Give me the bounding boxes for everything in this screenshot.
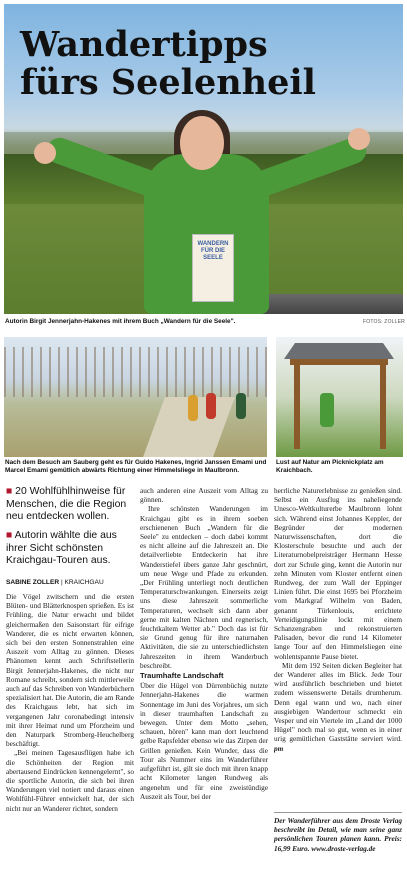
bullet-square-icon: ■ bbox=[6, 486, 16, 497]
subheading: Traumhafte Landschaft bbox=[140, 671, 224, 681]
lead-bullet-2 bbox=[6, 530, 134, 568]
article-column-3 bbox=[274, 486, 402, 806]
photo-credit: FOTOS: ZOLLER bbox=[363, 319, 405, 325]
woman-left-hand bbox=[34, 142, 56, 164]
shelter-post-right bbox=[380, 359, 386, 449]
col3-paragraph-2 bbox=[274, 661, 402, 753]
article-column-1 bbox=[6, 592, 134, 888]
vineyard-photo bbox=[4, 337, 267, 457]
shelter-beam bbox=[290, 359, 388, 365]
col3-paragraph-1: herrliche Naturerlebnisse zu genießen sind. Selbst ein Ausflug ins naheliegende Unesco-Weltkulturerbe Maulbronn lohnt sich. Während einst Johannes Keppler, der Begründer der modernen Naturwissenschaften, dort die Klosterschule besuchte und auch der Literaturnobelpreisträger Hermann Hesse dort zur Schule ging, kennt die Autorin nur zehn Minuten vom Kloster entfernt einen Rundweg, der zum Wall der Eppinger Linien führt. Die einst 1695 bei Pforzheim vom Markgraf Wilhelm von Baden, genannt Türkenlouis, errichtete Verteidigungslinie lockt mit einem Schanzengraben und rekonstruierten Palisaden, bevor die rund 14 Kilometer lange Tour auf den Himmelsliegen eine wohlentspannte Pause bietet. bbox=[274, 486, 402, 661]
woman-face bbox=[180, 116, 224, 170]
byline-divider: | bbox=[59, 579, 65, 586]
col1-paragraph-1: Die Vögel zwitschern und die ersten Blüten- und Blätterknospen sprießen. Es ist Frühling, die Natur erwacht und bildet gleichermaßen den Saisonstart für eifrige Wanderer, die es nicht erwarten können, sich bei den ersten Sonnenstrahlen eine Auszeit vom Alltag zu gönnen. Dieses Phänomen kennt auch Schriftstellerin Birgit Jennerjahn-Hakenes, die nicht nur Romane schreibt, sondern sich mittlerweile auch auf das Schreiben von Wanderbüchern spezialisiert hat. Die Autorin, die am Rande des Kraichgaus lebt, hat sich im vergangenen Jahr coronabedingt intensiv mit ihrer Heimat rund um Pforzheim und den Naturpark Stromberg-Heuchelberg beschäftigt. bbox=[6, 592, 134, 749]
hiker-3 bbox=[236, 393, 246, 419]
byline-author: SABINE ZOLLER bbox=[6, 579, 60, 586]
lead-bullet-1 bbox=[6, 486, 134, 524]
hiker-1 bbox=[188, 395, 198, 421]
info-divider bbox=[274, 812, 402, 813]
picnic-shelter-photo bbox=[276, 337, 403, 457]
col3-paragraph-2-text: Mit dem 192 Seiten dicken Begleiter hat der Wanderer alles im Blick. Jede Tour wird ausführlich beschrieben und bietet zudem wissenswerte Details drumherum. Denn egal wann und wo, nach einer ausgiebigen Wandertour schmeckt ein Vesper und ein Viertele im „Land der 1000 Hügel" noch mal so gut, wenn es in einer urig gemütlichen Gaststätte serviert wird. bbox=[274, 660, 402, 744]
headline-line2: fürs Seelenheil bbox=[20, 62, 316, 103]
headline-line1: Wandertipps bbox=[20, 24, 268, 65]
hiker-2 bbox=[206, 393, 216, 419]
col2-paragraph-1: auch anderen eine Auszeit vom Alltag zu gönnen. bbox=[140, 486, 268, 505]
lead-bullet-2-text: Autorin wählte die aus ihrer Sicht schönsten Kraichgau-Touren aus. bbox=[6, 530, 117, 567]
book-cover: WANDERN FÜR DIE SEELE bbox=[192, 234, 234, 302]
woman-right-hand bbox=[348, 128, 370, 150]
signature: pm bbox=[274, 743, 284, 753]
col1-paragraph-2: „Bei meinen Tagesausflügen habe ich die Schönheiten der Region mit abertausend Eindrücken kennengelernt", so die sportliche Autorin, die sich bei ihren Wanderungen viel notiert und daraus einen Wohlfühl-Führer entwickelt hat, der sich nicht nur an Wanderer richtet, sondern bbox=[6, 748, 134, 813]
hero-photo bbox=[4, 4, 403, 314]
vineyard-caption: Nach dem Besuch am Sauberg geht es für Guido Hakenes, Ingrid Janssen Emami und Marcel Emami gemütlich abwärts Richtung einer Himmelsliege in Maulbronn. bbox=[5, 459, 267, 474]
article-column-2 bbox=[140, 486, 268, 888]
lead-bullet-1-text: 20 Wohlfühlhinweise für Menschen, die die Region neu entdecken wollen. bbox=[6, 486, 127, 523]
byline bbox=[6, 579, 104, 586]
col2-paragraph-2: Ihre schönsten Wanderungen im Kraichgau gibt es in ihrem soeben erschienenen Buch „Wandern für die Seele" zu entdecken – doch dabei kommt es nicht alleine auf die Jahreszeit an. Die detailverliebte Entdeckerin hat ihre Wanderstiefel übers ganze Jahr geschnürt, um neue Wege und Pfade zu erkunden. „Der Frühling unterliegt noch deutlichen Temperaturschwankungen. Einerseits zeigt uns diese Jahreszeit sommerliche Temperaturen, wechselt sich dann aber gerne mit kalten Nächten und regnerisch, feuchtkaltem Wetter ab." Doch das ist für sie Grund genug für ihre naturnahen Aktivitäten, die sie zu unterschiedlichsten Jahreszeiten in ihrem Wanderbuch beschreibt. bbox=[140, 504, 268, 670]
col2-paragraph-3: Über die Hügel von Dürrenbüchig nutzte Jennerjahn-Hakenes die warmen Sonnentage im Juni des Vorjahres, um sich in dieser traumhaften Landschaft zu bewegen. Unter dem Motto „sehen, schauen, hören" kann man dort leuchtend gelbe Rapsfelder ebenso wie das Zirpen der Grillen genießen. Kein Wunder, dass die Tour als Nummer eins im Wanderführer aufgeführt ist, gilt sie doch mit ihren knapp acht Kilometer langen Rundweg als angenehm und für eine zweistündige Auszeit als Tour, bei der bbox=[140, 681, 268, 801]
book-info-box: Der Wanderführer aus dem Droste Verlag beschreibt im Detail, wie man seine ganz persönlichen Touren planen kann. Preis: 16,99 Euro. www.droste-verlag.de bbox=[274, 816, 402, 853]
woman-at-shelter bbox=[320, 393, 334, 427]
byline-place: KRAICHGAU bbox=[64, 579, 104, 586]
hero-caption: Autorin Birgit Jennerjahn-Hakenes mit ihrem Buch „Wandern für die Seele". bbox=[5, 318, 236, 325]
bullet-square-icon: ■ bbox=[6, 530, 15, 541]
shelter-roof bbox=[284, 343, 394, 359]
bare-trees bbox=[4, 347, 267, 397]
shelter-post-left bbox=[294, 359, 300, 449]
picnic-caption: Lust auf Natur am Picknickplatz am Kraichbach. bbox=[276, 459, 384, 474]
